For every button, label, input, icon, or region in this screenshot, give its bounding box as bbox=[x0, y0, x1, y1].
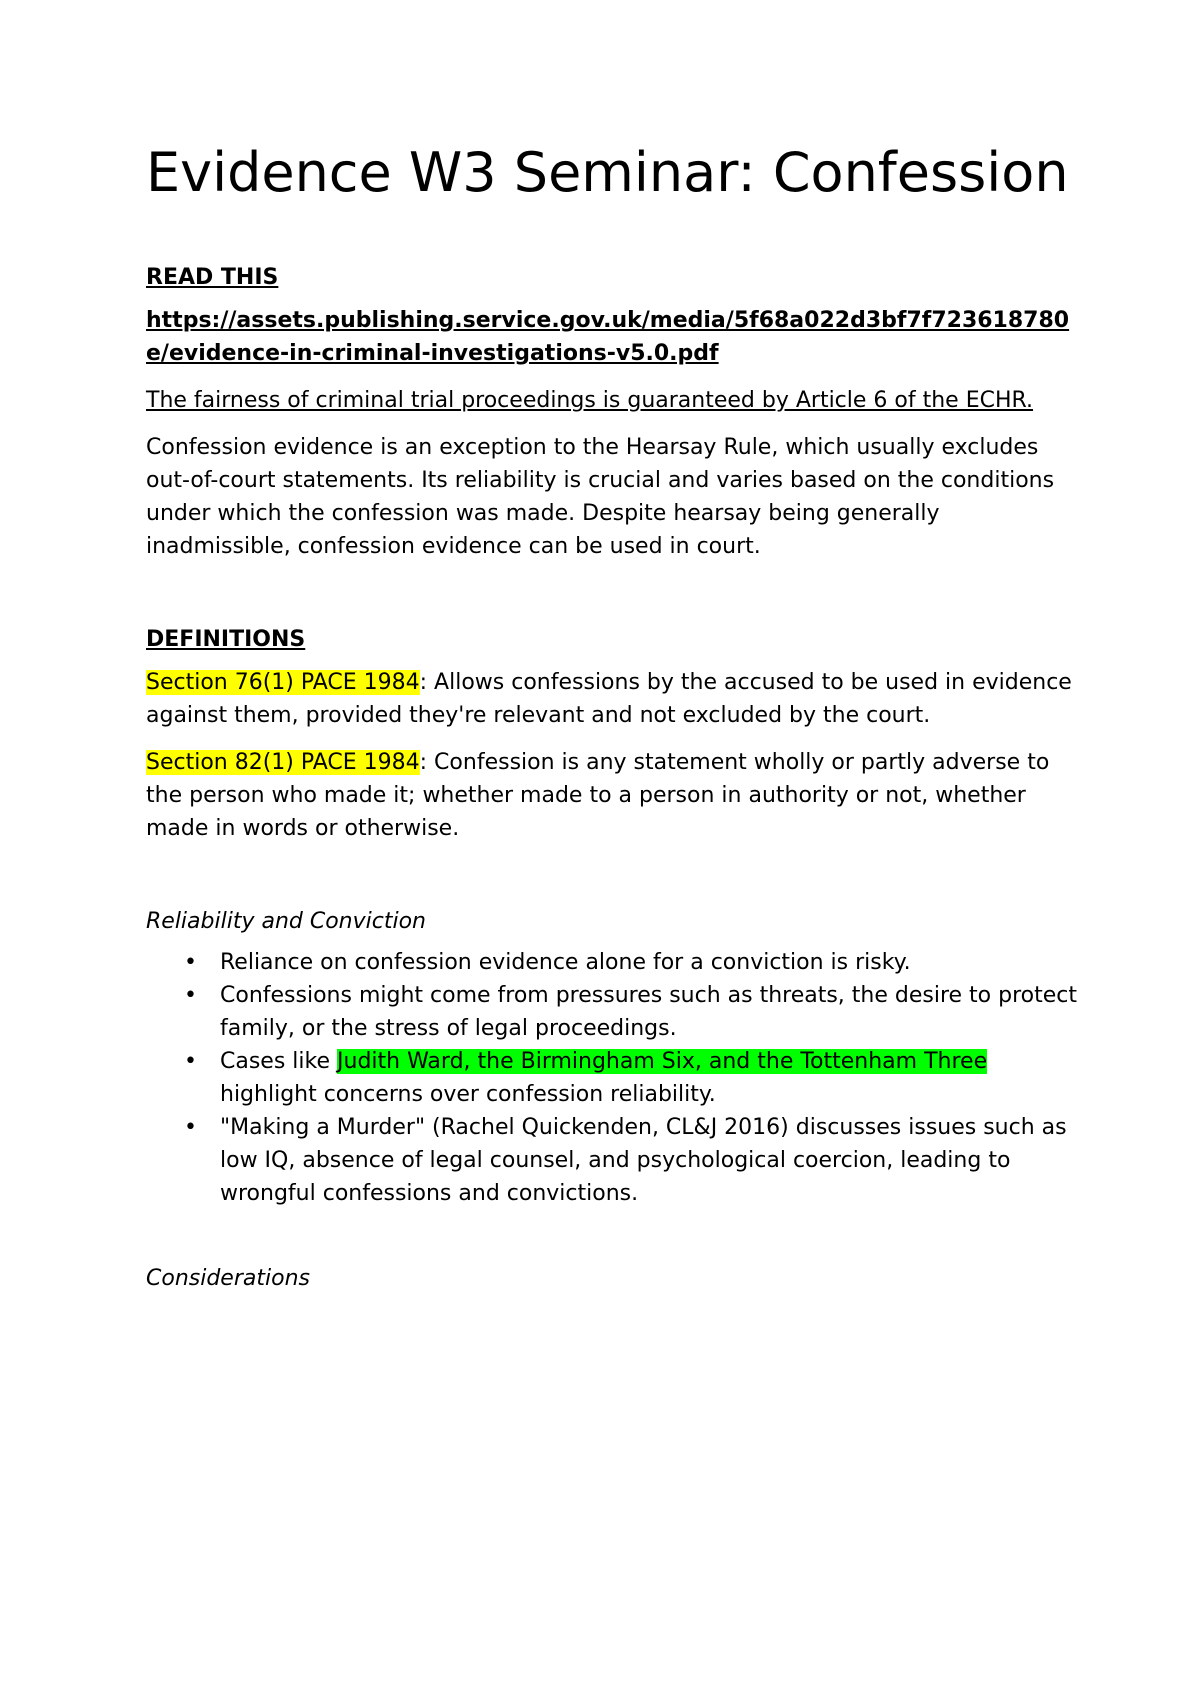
reliability-heading: Reliability and Conviction bbox=[146, 909, 426, 934]
reference-link[interactable]: https://assets.publishing.service.gov.uk/media/5f68a022d3bf7f723618780e/evidence-in-criminal-investigations-v5.0.pdf bbox=[146, 308, 1070, 366]
bullet-icon: • bbox=[184, 1115, 197, 1140]
list-item bbox=[146, 1045, 1086, 1111]
list-item-text: Reliance on confession evidence alone for a conviction is risky. bbox=[220, 950, 911, 975]
list-item-text: Cases like bbox=[220, 1049, 338, 1074]
cases-highlight: Judith Ward, the Birmingham Six, and the Tottenham Three bbox=[337, 1049, 988, 1074]
list-item-text: "Making a Murder" (Rachel Quickenden, CL&J 2016) discusses issues such as low IQ, absence of legal counsel, and psychological coercion, leading to wrongful confessions and convictions. bbox=[220, 1115, 1067, 1206]
definition-paragraph bbox=[146, 746, 1086, 845]
list-item-text: Confessions might come from pressures such as threats, the desire to protect family, or the stress of legal proceedings. bbox=[220, 983, 1078, 1041]
definition-text: : Confession is any statement wholly or partly adverse to the person who made it; whether made to a person in authority or not, whether made in words or otherwise. bbox=[146, 750, 1050, 841]
intro-paragraph: Confession evidence is an exception to the Hearsay Rule, which usually excludes out-of-court statements. Its reliability is crucial and varies based on the conditions under which the confession was made. Despite hearsay being generally inadmissible, confession evidence can be used in court. bbox=[146, 435, 1055, 559]
definition-paragraph bbox=[146, 666, 1086, 732]
document-page bbox=[146, 140, 1086, 1303]
list-item bbox=[146, 1111, 1086, 1210]
definitions-heading: DEFINITIONS bbox=[146, 627, 306, 652]
bullet-icon: • bbox=[184, 1049, 197, 1074]
definition-text: : Allows confessions by the accused to be used in evidence against them, provided they're relevant and not excluded by the court. bbox=[146, 670, 1072, 728]
bullet-icon: • bbox=[184, 983, 197, 1008]
read-this-heading: READ THIS bbox=[146, 265, 279, 290]
list-item bbox=[146, 979, 1086, 1045]
reliability-list bbox=[146, 946, 1086, 1210]
bullet-icon: • bbox=[184, 950, 197, 975]
list-item-text: highlight concerns over confession reliability. bbox=[220, 1082, 716, 1107]
document-title: Evidence W3 Seminar: Confession bbox=[146, 141, 1069, 204]
list-item bbox=[146, 946, 1086, 979]
fairness-paragraph: The fairness of criminal trial proceedings is guaranteed by Article 6 of the ECHR. bbox=[146, 388, 1034, 413]
considerations-heading: Considerations bbox=[146, 1266, 310, 1291]
definition-term-highlight: Section 82(1) PACE 1984 bbox=[146, 750, 420, 775]
definition-term-highlight: Section 76(1) PACE 1984 bbox=[146, 670, 420, 695]
